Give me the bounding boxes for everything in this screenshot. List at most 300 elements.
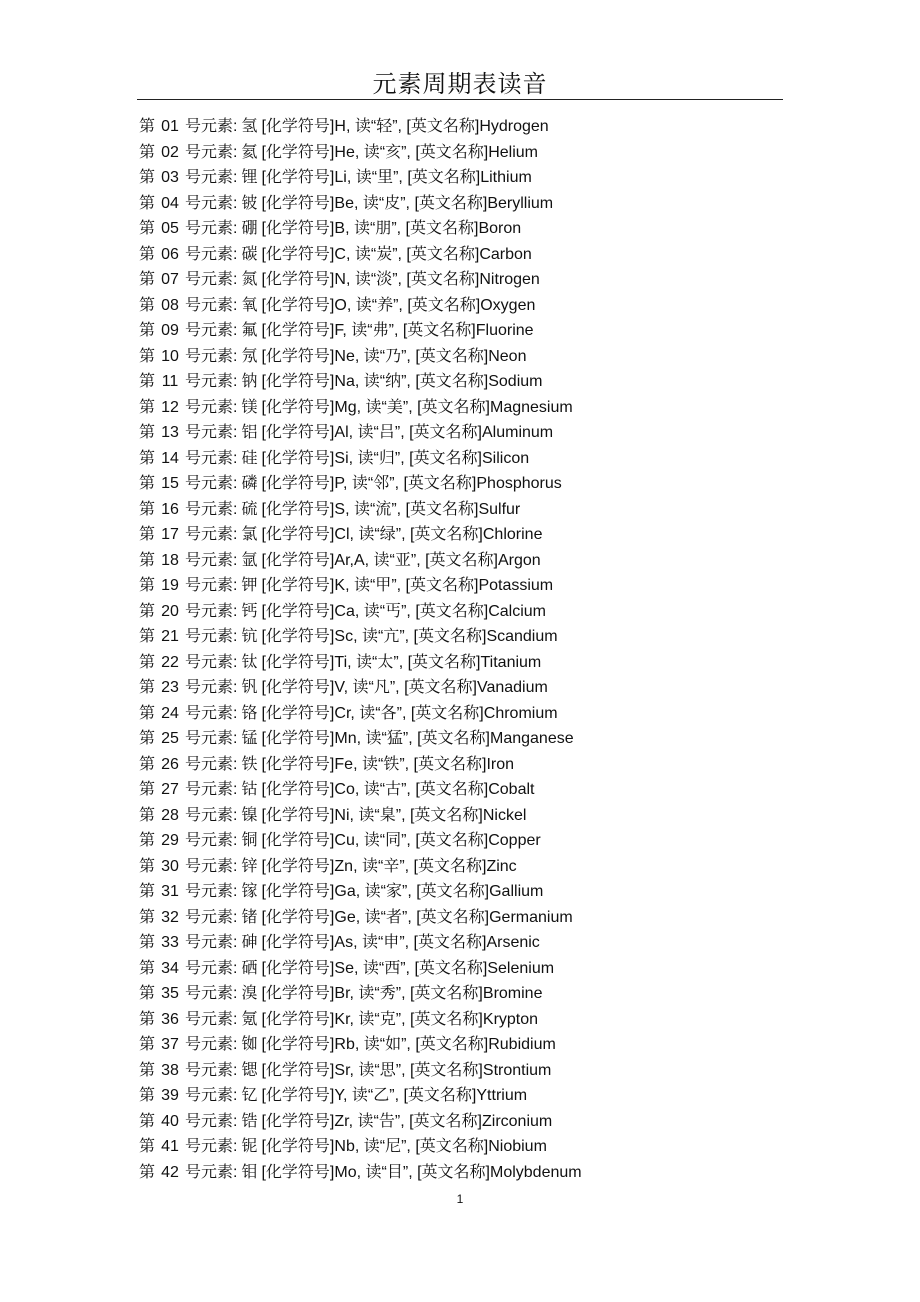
read-label: 读 xyxy=(361,628,378,645)
english-tag: [英文名称] xyxy=(415,143,489,161)
english-tag: [英文名称] xyxy=(409,1112,482,1130)
close-quote: ”, xyxy=(399,857,414,875)
symbol-tag: [化学符号] xyxy=(261,373,335,390)
close-quote: ”, xyxy=(399,755,414,773)
prefix-label: 第 xyxy=(139,934,156,951)
open-quote: “ xyxy=(374,1061,380,1079)
element-number: 05 xyxy=(161,220,179,237)
symbol-tag: [化学符号] xyxy=(261,245,335,263)
comma: , xyxy=(348,449,358,467)
element-reading: 皮 xyxy=(384,194,401,212)
element-row xyxy=(139,216,819,242)
read-label: 读 xyxy=(365,1163,382,1181)
element-row xyxy=(139,599,819,625)
prefix-label: 第 xyxy=(139,475,156,492)
prefix-label: 第 xyxy=(139,551,156,569)
comma: , xyxy=(345,577,354,594)
element-character: 氖 xyxy=(241,347,258,365)
comma: , xyxy=(354,781,364,798)
english-tag: [英文名称] xyxy=(410,704,484,722)
close-quote: ”, xyxy=(401,143,416,161)
element-number: 13 xyxy=(161,424,179,441)
read-label: 读 xyxy=(363,373,380,390)
open-quote: “ xyxy=(381,730,387,747)
element-number: 18 xyxy=(161,551,179,569)
english-tag: [英文名称] xyxy=(405,220,479,237)
element-symbol: Cl xyxy=(334,526,350,543)
suffix-label: 号元素: xyxy=(185,118,238,135)
prefix-label: 第 xyxy=(139,347,156,365)
element-english-name: Calcium xyxy=(488,602,547,620)
element-number: 38 xyxy=(161,1061,179,1079)
element-character: 镓 xyxy=(241,883,258,900)
element-number: 14 xyxy=(161,449,179,467)
prefix-label: 第 xyxy=(139,1138,156,1155)
close-quote: ”, xyxy=(401,883,417,900)
element-character: 铜 xyxy=(241,832,258,849)
english-tag: [英文名称] xyxy=(409,449,482,467)
comma: , xyxy=(345,271,355,288)
element-number: 37 xyxy=(161,1036,179,1053)
element-number: 15 xyxy=(161,475,179,492)
close-quote: ”, xyxy=(400,194,415,212)
prefix-label: 第 xyxy=(139,577,156,594)
comma: , xyxy=(345,220,354,237)
element-symbol: Mn xyxy=(334,730,357,747)
element-row xyxy=(139,446,819,472)
open-quote: “ xyxy=(379,602,386,620)
element-number: 04 xyxy=(161,194,179,212)
suffix-label: 号元素: xyxy=(185,934,238,951)
element-english-name: Vanadium xyxy=(476,679,548,696)
close-quote: ”, xyxy=(395,1061,410,1079)
read-label: 读 xyxy=(351,475,368,492)
english-tag: [英文名称] xyxy=(413,755,487,773)
element-row xyxy=(139,293,819,319)
read-label: 读 xyxy=(365,398,382,416)
close-quote: ”, xyxy=(401,832,416,849)
page-number: 1 xyxy=(456,1192,464,1206)
open-quote: “ xyxy=(377,934,384,951)
element-english-name: Nitrogen xyxy=(479,271,540,288)
element-reading: 同 xyxy=(385,832,402,849)
english-tag: [英文名称] xyxy=(407,296,481,314)
element-character: 锆 xyxy=(241,1112,258,1130)
suffix-label: 号元素: xyxy=(185,143,238,161)
element-number: 22 xyxy=(161,653,179,671)
open-quote: “ xyxy=(370,271,377,288)
element-reading: 淡 xyxy=(376,271,393,288)
suffix-label: 号元素: xyxy=(185,704,238,722)
element-english-name: Titanium xyxy=(480,653,542,671)
close-quote: ”, xyxy=(395,985,410,1002)
open-quote: “ xyxy=(371,169,378,186)
english-tag: [英文名称] xyxy=(417,730,490,747)
close-quote: ”, xyxy=(391,500,406,518)
element-reading: 申 xyxy=(383,934,400,951)
symbol-tag: [化学符号] xyxy=(261,653,335,671)
prefix-label: 第 xyxy=(139,985,156,1002)
element-symbol: Y xyxy=(334,1087,343,1104)
element-english-name: Gallium xyxy=(489,883,544,900)
symbol-tag: [化学符号] xyxy=(261,908,335,926)
english-tag: [英文名称] xyxy=(409,424,482,441)
element-symbol: Nb xyxy=(334,1138,355,1155)
prefix-label: 第 xyxy=(139,730,156,747)
element-number: 26 xyxy=(161,755,179,773)
open-quote: “ xyxy=(379,1036,386,1053)
suffix-label: 号元素: xyxy=(185,296,238,314)
element-character: 碳 xyxy=(241,245,258,263)
read-label: 读 xyxy=(362,959,379,977)
close-quote: ”, xyxy=(389,679,405,696)
suffix-label: 号元素: xyxy=(185,679,238,696)
close-quote: ”, xyxy=(395,806,410,824)
element-symbol: Rb xyxy=(334,1036,355,1053)
element-number: 20 xyxy=(161,602,179,620)
element-row xyxy=(139,522,819,548)
prefix-label: 第 xyxy=(139,1112,156,1130)
english-tag: [英文名称] xyxy=(415,373,489,390)
element-row xyxy=(139,344,819,370)
comma: , xyxy=(350,704,360,722)
element-character: 钼 xyxy=(241,1163,258,1181)
element-reading: 亚 xyxy=(394,551,411,569)
prefix-label: 第 xyxy=(139,755,156,773)
element-row xyxy=(139,573,819,599)
open-quote: “ xyxy=(377,857,384,875)
element-reading: 者 xyxy=(385,908,402,926)
prefix-label: 第 xyxy=(139,1087,156,1104)
element-number: 19 xyxy=(161,577,179,594)
suffix-label: 号元素: xyxy=(185,730,238,747)
element-row xyxy=(139,140,819,166)
comma: , xyxy=(342,322,352,339)
element-character: 锂 xyxy=(241,169,258,186)
close-quote: ”, xyxy=(401,602,416,620)
element-english-name: Boron xyxy=(478,220,522,237)
close-quote: ”, xyxy=(392,245,407,263)
english-tag: [英文名称] xyxy=(413,628,487,645)
comma: , xyxy=(343,1087,352,1104)
comma: , xyxy=(356,1163,366,1181)
prefix-label: 第 xyxy=(139,781,156,798)
prefix-label: 第 xyxy=(139,1061,156,1079)
element-reading: 凡 xyxy=(373,679,390,696)
comma: , xyxy=(354,1036,364,1053)
prefix-label: 第 xyxy=(139,1163,156,1181)
open-quote: “ xyxy=(374,985,380,1002)
read-label: 读 xyxy=(363,781,380,798)
symbol-tag: [化学符号] xyxy=(261,475,335,492)
close-quote: ”, xyxy=(401,347,416,365)
title-divider xyxy=(137,99,783,100)
element-number: 33 xyxy=(161,934,179,951)
comma: , xyxy=(346,169,356,186)
close-quote: ”, xyxy=(395,526,410,543)
comma: , xyxy=(349,1010,359,1028)
element-row xyxy=(139,879,819,905)
english-tag: [英文名称] xyxy=(409,1061,483,1079)
element-english-name: Germanium xyxy=(489,908,573,926)
element-english-name: Manganese xyxy=(490,730,574,747)
comma: , xyxy=(348,1112,358,1130)
symbol-tag: [化学符号] xyxy=(261,169,335,186)
element-row xyxy=(139,1058,819,1084)
comma: , xyxy=(345,245,355,263)
element-symbol: Ca xyxy=(334,602,355,620)
element-reading: 克 xyxy=(379,1010,396,1028)
element-english-name: Sulfur xyxy=(478,500,521,518)
element-number: 27 xyxy=(161,781,179,798)
comma: , xyxy=(354,1138,364,1155)
suffix-label: 号元素: xyxy=(185,883,238,900)
element-reading: 轻 xyxy=(376,118,393,135)
prefix-label: 第 xyxy=(139,449,156,467)
element-number: 30 xyxy=(161,857,179,875)
close-quote: ”, xyxy=(396,704,411,722)
suffix-label: 号元素: xyxy=(185,373,238,390)
element-number: 24 xyxy=(161,704,179,722)
comma: , xyxy=(345,118,355,135)
element-english-name: Cobalt xyxy=(488,781,535,798)
element-english-name: Phosphorus xyxy=(476,475,562,492)
element-number: 08 xyxy=(161,296,179,314)
open-quote: “ xyxy=(381,398,387,416)
read-label: 读 xyxy=(356,653,373,671)
element-reading: 乙 xyxy=(373,1087,390,1104)
element-character: 氩 xyxy=(241,551,258,569)
element-reading: 臬 xyxy=(379,806,396,824)
element-symbol: Cr xyxy=(334,704,351,722)
symbol-tag: [化学符号] xyxy=(261,220,335,237)
element-symbol: Mg xyxy=(334,398,357,416)
symbol-tag: [化学符号] xyxy=(261,577,335,594)
symbol-tag: [化学符号] xyxy=(261,730,335,747)
element-symbol: Fe xyxy=(334,755,354,773)
element-english-name: Bromine xyxy=(482,985,543,1002)
element-symbol: Li xyxy=(334,169,347,186)
element-list xyxy=(139,114,819,1185)
suffix-label: 号元素: xyxy=(185,857,238,875)
element-row xyxy=(139,726,819,752)
close-quote: ”, xyxy=(394,1112,410,1130)
suffix-label: 号元素: xyxy=(185,169,238,186)
read-label: 读 xyxy=(363,1138,380,1155)
element-character: 钾 xyxy=(241,577,258,594)
element-reading: 太 xyxy=(377,653,394,671)
symbol-tag: [化学符号] xyxy=(261,934,335,951)
read-label: 读 xyxy=(353,500,370,518)
english-tag: [英文名称] xyxy=(409,806,483,824)
element-character: 镁 xyxy=(241,398,258,416)
read-label: 读 xyxy=(355,296,372,314)
english-tag: [英文名称] xyxy=(402,322,476,339)
prefix-label: 第 xyxy=(139,143,156,161)
symbol-tag: [化学符号] xyxy=(261,1138,335,1155)
open-quote: “ xyxy=(370,118,377,135)
english-tag: [英文名称] xyxy=(415,347,489,365)
close-quote: ”, xyxy=(402,730,418,747)
comma: , xyxy=(347,653,357,671)
element-character: 铌 xyxy=(241,1138,258,1155)
element-character: 铝 xyxy=(241,424,258,441)
element-reading: 养 xyxy=(377,296,394,314)
element-symbol: Mo xyxy=(334,1163,357,1181)
element-reading: 邻 xyxy=(373,475,390,492)
prefix-label: 第 xyxy=(139,1010,156,1028)
english-tag: [英文名称] xyxy=(409,1010,483,1028)
element-row xyxy=(139,1134,819,1160)
element-number: 12 xyxy=(161,398,179,416)
suffix-label: 号元素: xyxy=(185,526,238,543)
symbol-tag: [化学符号] xyxy=(261,118,335,135)
open-quote: “ xyxy=(379,143,386,161)
open-quote: “ xyxy=(379,832,386,849)
read-label: 读 xyxy=(353,220,370,237)
english-tag: [英文名称] xyxy=(417,398,490,416)
element-character: 锗 xyxy=(241,908,258,926)
element-symbol: Co xyxy=(334,781,355,798)
element-english-name: Silicon xyxy=(482,449,530,467)
element-symbol: Na xyxy=(334,373,355,390)
element-english-name: Selenium xyxy=(487,959,555,977)
suffix-label: 号元素: xyxy=(185,832,238,849)
element-reading: 绿 xyxy=(379,526,396,543)
element-symbol: C xyxy=(334,245,346,263)
element-character: 铍 xyxy=(241,194,258,212)
read-label: 读 xyxy=(363,602,380,620)
element-symbol: As xyxy=(334,934,354,951)
suffix-label: 号元素: xyxy=(185,908,238,926)
english-tag: [英文名称] xyxy=(407,169,481,186)
element-english-name: Hydrogen xyxy=(479,118,549,135)
read-label: 读 xyxy=(358,1010,375,1028)
element-symbol: Si xyxy=(334,449,349,467)
close-quote: ”, xyxy=(392,271,407,288)
prefix-label: 第 xyxy=(139,245,156,263)
element-reading: 思 xyxy=(379,1061,396,1079)
suffix-label: 号元素: xyxy=(185,1061,238,1079)
element-number: 02 xyxy=(161,143,179,161)
element-symbol: He xyxy=(334,143,355,161)
element-number: 03 xyxy=(161,169,179,186)
element-english-name: Argon xyxy=(498,551,541,569)
suffix-label: 号元素: xyxy=(185,1087,238,1104)
symbol-tag: [化学符号] xyxy=(261,1061,335,1079)
element-reading: 如 xyxy=(385,1036,402,1053)
close-quote: ”, xyxy=(393,653,408,671)
element-symbol: Se xyxy=(334,959,354,977)
read-label: 读 xyxy=(361,934,378,951)
element-english-name: Scandium xyxy=(486,628,558,645)
read-label: 读 xyxy=(351,1087,368,1104)
close-quote: ”, xyxy=(399,628,414,645)
element-row xyxy=(139,905,819,931)
symbol-tag: [化学符号] xyxy=(261,347,335,365)
english-tag: [英文名称] xyxy=(403,1087,477,1104)
open-quote: “ xyxy=(374,1010,380,1028)
close-quote: ”, xyxy=(400,959,415,977)
english-tag: [英文名称] xyxy=(413,857,487,875)
element-symbol: F xyxy=(334,322,343,339)
element-character: 砷 xyxy=(241,934,258,951)
element-english-name: Oxygen xyxy=(480,296,536,314)
close-quote: ”, xyxy=(401,781,416,798)
english-tag: [英文名称] xyxy=(406,118,480,135)
element-character: 氢 xyxy=(241,118,258,135)
element-row xyxy=(139,1083,819,1109)
element-row xyxy=(139,420,819,446)
symbol-tag: [化学符号] xyxy=(261,679,335,696)
open-quote: “ xyxy=(373,424,379,441)
element-reading: 吕 xyxy=(378,424,395,441)
suffix-label: 号元素: xyxy=(185,245,238,263)
prefix-label: 第 xyxy=(139,908,156,926)
open-quote: “ xyxy=(380,883,386,900)
element-row xyxy=(139,471,819,497)
element-english-name: Copper xyxy=(488,832,541,849)
read-label: 读 xyxy=(364,908,381,926)
open-quote: “ xyxy=(368,679,374,696)
element-row xyxy=(139,803,819,829)
element-row xyxy=(139,828,819,854)
element-row xyxy=(139,981,819,1007)
suffix-label: 号元素: xyxy=(185,806,238,824)
read-label: 读 xyxy=(351,322,368,339)
suffix-label: 号元素: xyxy=(185,602,238,620)
english-tag: [英文名称] xyxy=(415,781,489,798)
element-row xyxy=(139,1109,819,1135)
english-tag: [英文名称] xyxy=(405,577,479,594)
symbol-tag: [化学符号] xyxy=(261,959,335,977)
element-number: 16 xyxy=(161,500,179,518)
suffix-label: 号元素: xyxy=(185,1112,238,1130)
element-symbol: Zr xyxy=(334,1112,349,1130)
open-quote: “ xyxy=(374,526,380,543)
element-english-name: Zinc xyxy=(486,857,517,875)
suffix-label: 号元素: xyxy=(185,1138,238,1155)
element-english-name: Chromium xyxy=(483,704,558,722)
comma: , xyxy=(354,347,364,365)
element-reading: 里 xyxy=(377,169,394,186)
element-number: 10 xyxy=(161,347,179,365)
symbol-tag: [化学符号] xyxy=(261,806,335,824)
element-character: 氯 xyxy=(241,526,258,543)
suffix-label: 号元素: xyxy=(185,424,238,441)
element-reading: 尼 xyxy=(385,1138,402,1155)
read-label: 读 xyxy=(363,143,380,161)
open-quote: “ xyxy=(380,908,386,926)
symbol-tag: [化学符号] xyxy=(261,628,335,645)
prefix-label: 第 xyxy=(139,296,156,314)
open-quote: “ xyxy=(378,959,385,977)
suffix-label: 号元素: xyxy=(185,781,238,798)
read-label: 读 xyxy=(361,755,378,773)
symbol-tag: [化学符号] xyxy=(261,500,335,518)
english-tag: [英文名称] xyxy=(415,1138,489,1155)
english-tag: [英文名称] xyxy=(403,475,477,492)
element-row xyxy=(139,675,819,701)
element-number: 17 xyxy=(161,526,179,543)
element-character: 铬 xyxy=(241,704,258,722)
comma: , xyxy=(356,730,366,747)
close-quote: ”, xyxy=(402,398,418,416)
open-quote: “ xyxy=(379,347,386,365)
prefix-label: 第 xyxy=(139,220,156,237)
element-english-name: Carbon xyxy=(479,245,532,263)
suffix-label: 号元素: xyxy=(185,347,238,365)
